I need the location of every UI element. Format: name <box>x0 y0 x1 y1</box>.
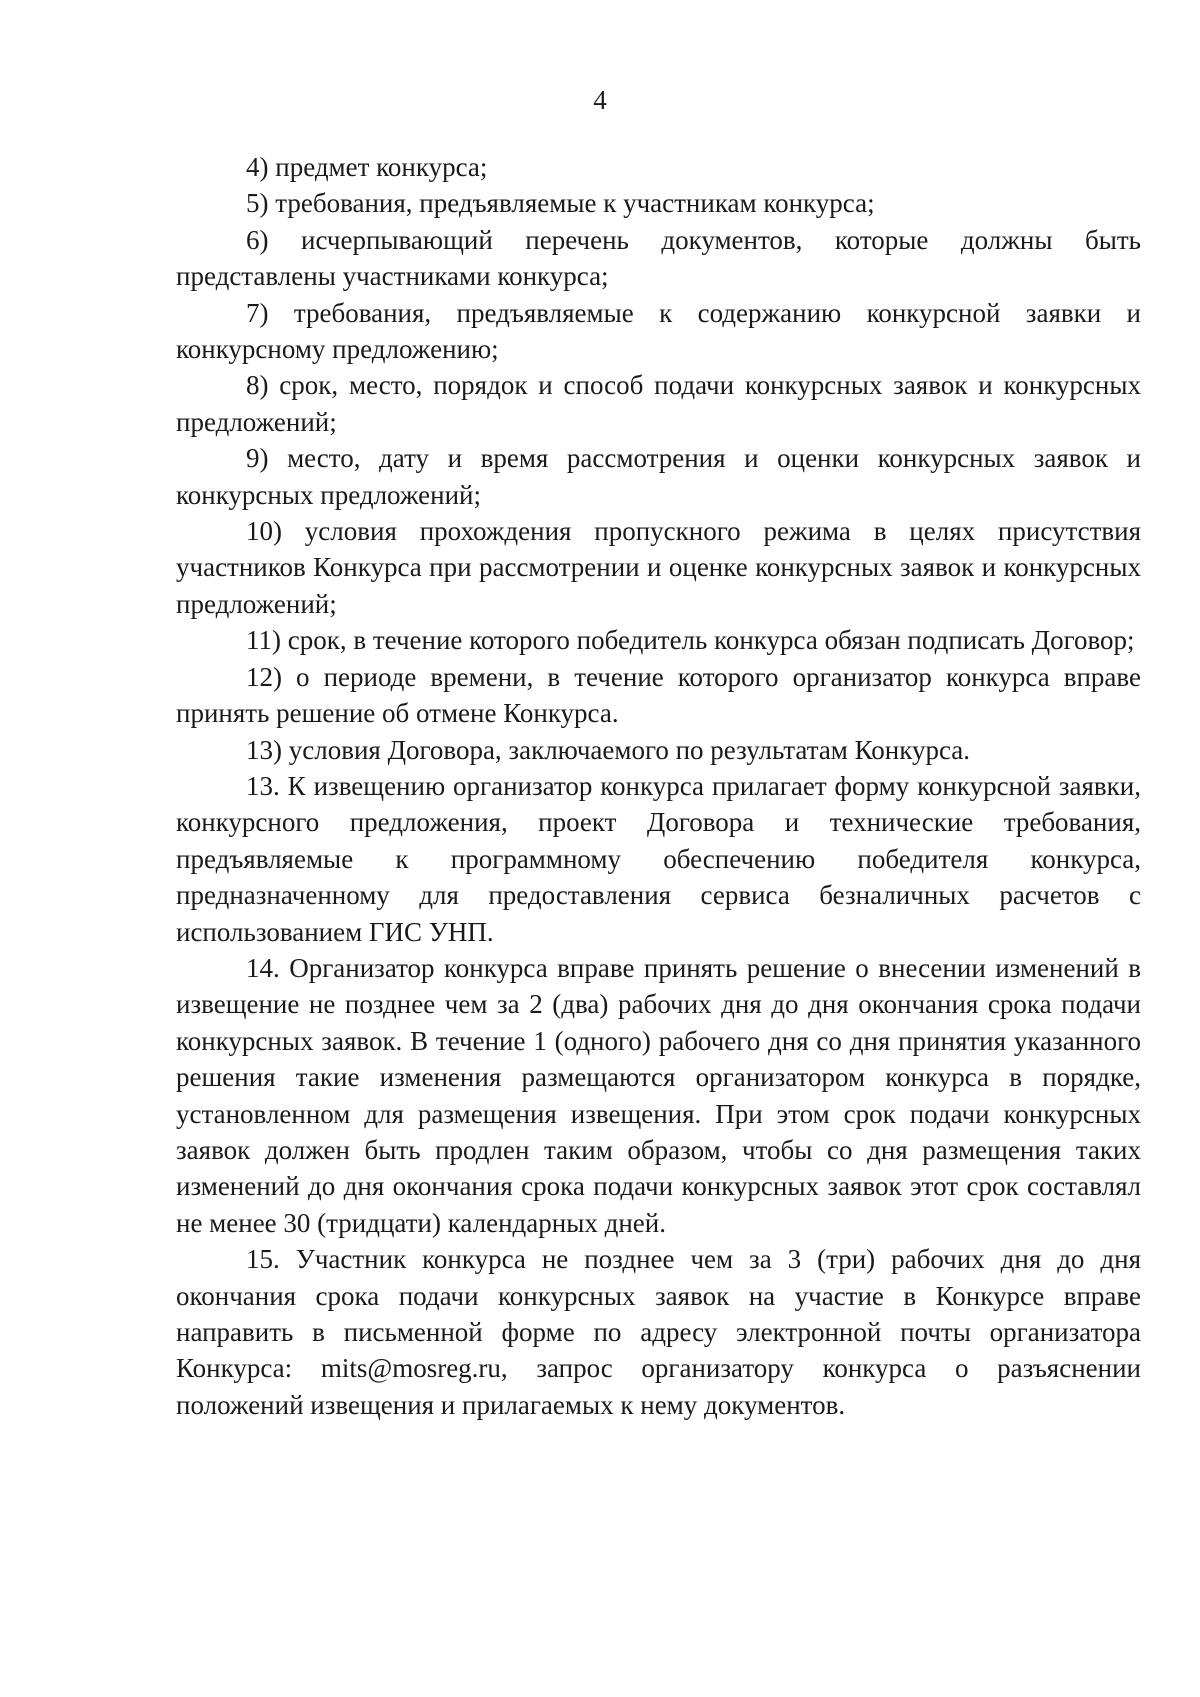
clause-14: 14. Организатор конкурса вправе принять решение о внесении изменений в извещение не позднее чем за 2 (два) рабочих дня до дня окончания срока подачи конкурсных заявок. В течение 1 (одного) рабочего дня со дня принятия указанного решения такие изменения размещаются организатором конкурса в порядке, установленном для размещения извещения. При этом срок подачи конкурсных заявок должен быть продлен таким образом, чтобы со дня размещения таких изменений до дня окончания срока подачи конкурсных заявок этот срок составлял не менее 30 (тридцати) календарных дней. <box>176 952 1141 1238</box>
list-item-7: 7) требования, предъявляемые к содержанию конкурсной заявки и конкурсному предложению; <box>176 297 1141 365</box>
list-item-4: 4) предмет конкурса; <box>246 152 488 182</box>
list-item-10: 10) условия прохождения пропускного режима в целях присутствия участников Конкурса при рассмотрении и оценке конкурсных заявок и конкурсных предложений; <box>176 516 1141 619</box>
list-item-12: 12) о периоде времени, в течение которого организатор конкурса вправе принять решение об отмене Конкурса. <box>176 661 1141 729</box>
clause-13: 13. К извещению организатор конкурса прилагает форму конкурсной заявки, конкурсного предложения, проект Договора и технические требования, предъявляемые к программному обеспечению победителя конкурса, предназначенному для предоставления сервиса безналичных расчетов с использованием ГИС УНП. <box>176 770 1141 947</box>
clause-15: 15. Участник конкурса не позднее чем за 3 (три) рабочих дня до дня окончания срока подачи конкурсных заявок на участие в Конкурсе вправе направить в письменной форме по адресу электронной почты организатора Конкурса: mits@mosreg.ru, запрос организатору конкурса о разъяснении положений извещения и прилагаемых к нему документов. <box>176 1244 1141 1420</box>
list-item-13: 13) условия Договора, заключаемого по результатам Конкурса. <box>246 734 971 765</box>
document-body <box>176 149 1141 1423</box>
list-item-9: 9) место, дату и время рассмотрения и оценки конкурсных заявок и конкурсных предложений; <box>176 443 1141 510</box>
list-item-5: 5) требования, предъявляемые к участникам конкурса; <box>246 188 875 219</box>
list-item-11: 11) срок, в течение которого победитель конкурса обязан подписать Договор; <box>246 625 1135 656</box>
page-number: 4 <box>593 85 607 115</box>
list-item-6: 6) исчерпывающий перечень документов, которые должны быть представлены участниками конкурса; <box>176 224 1141 292</box>
list-item-8: 8) срок, место, порядок и способ подачи конкурсных заявок и конкурсных предложений; <box>176 370 1141 437</box>
